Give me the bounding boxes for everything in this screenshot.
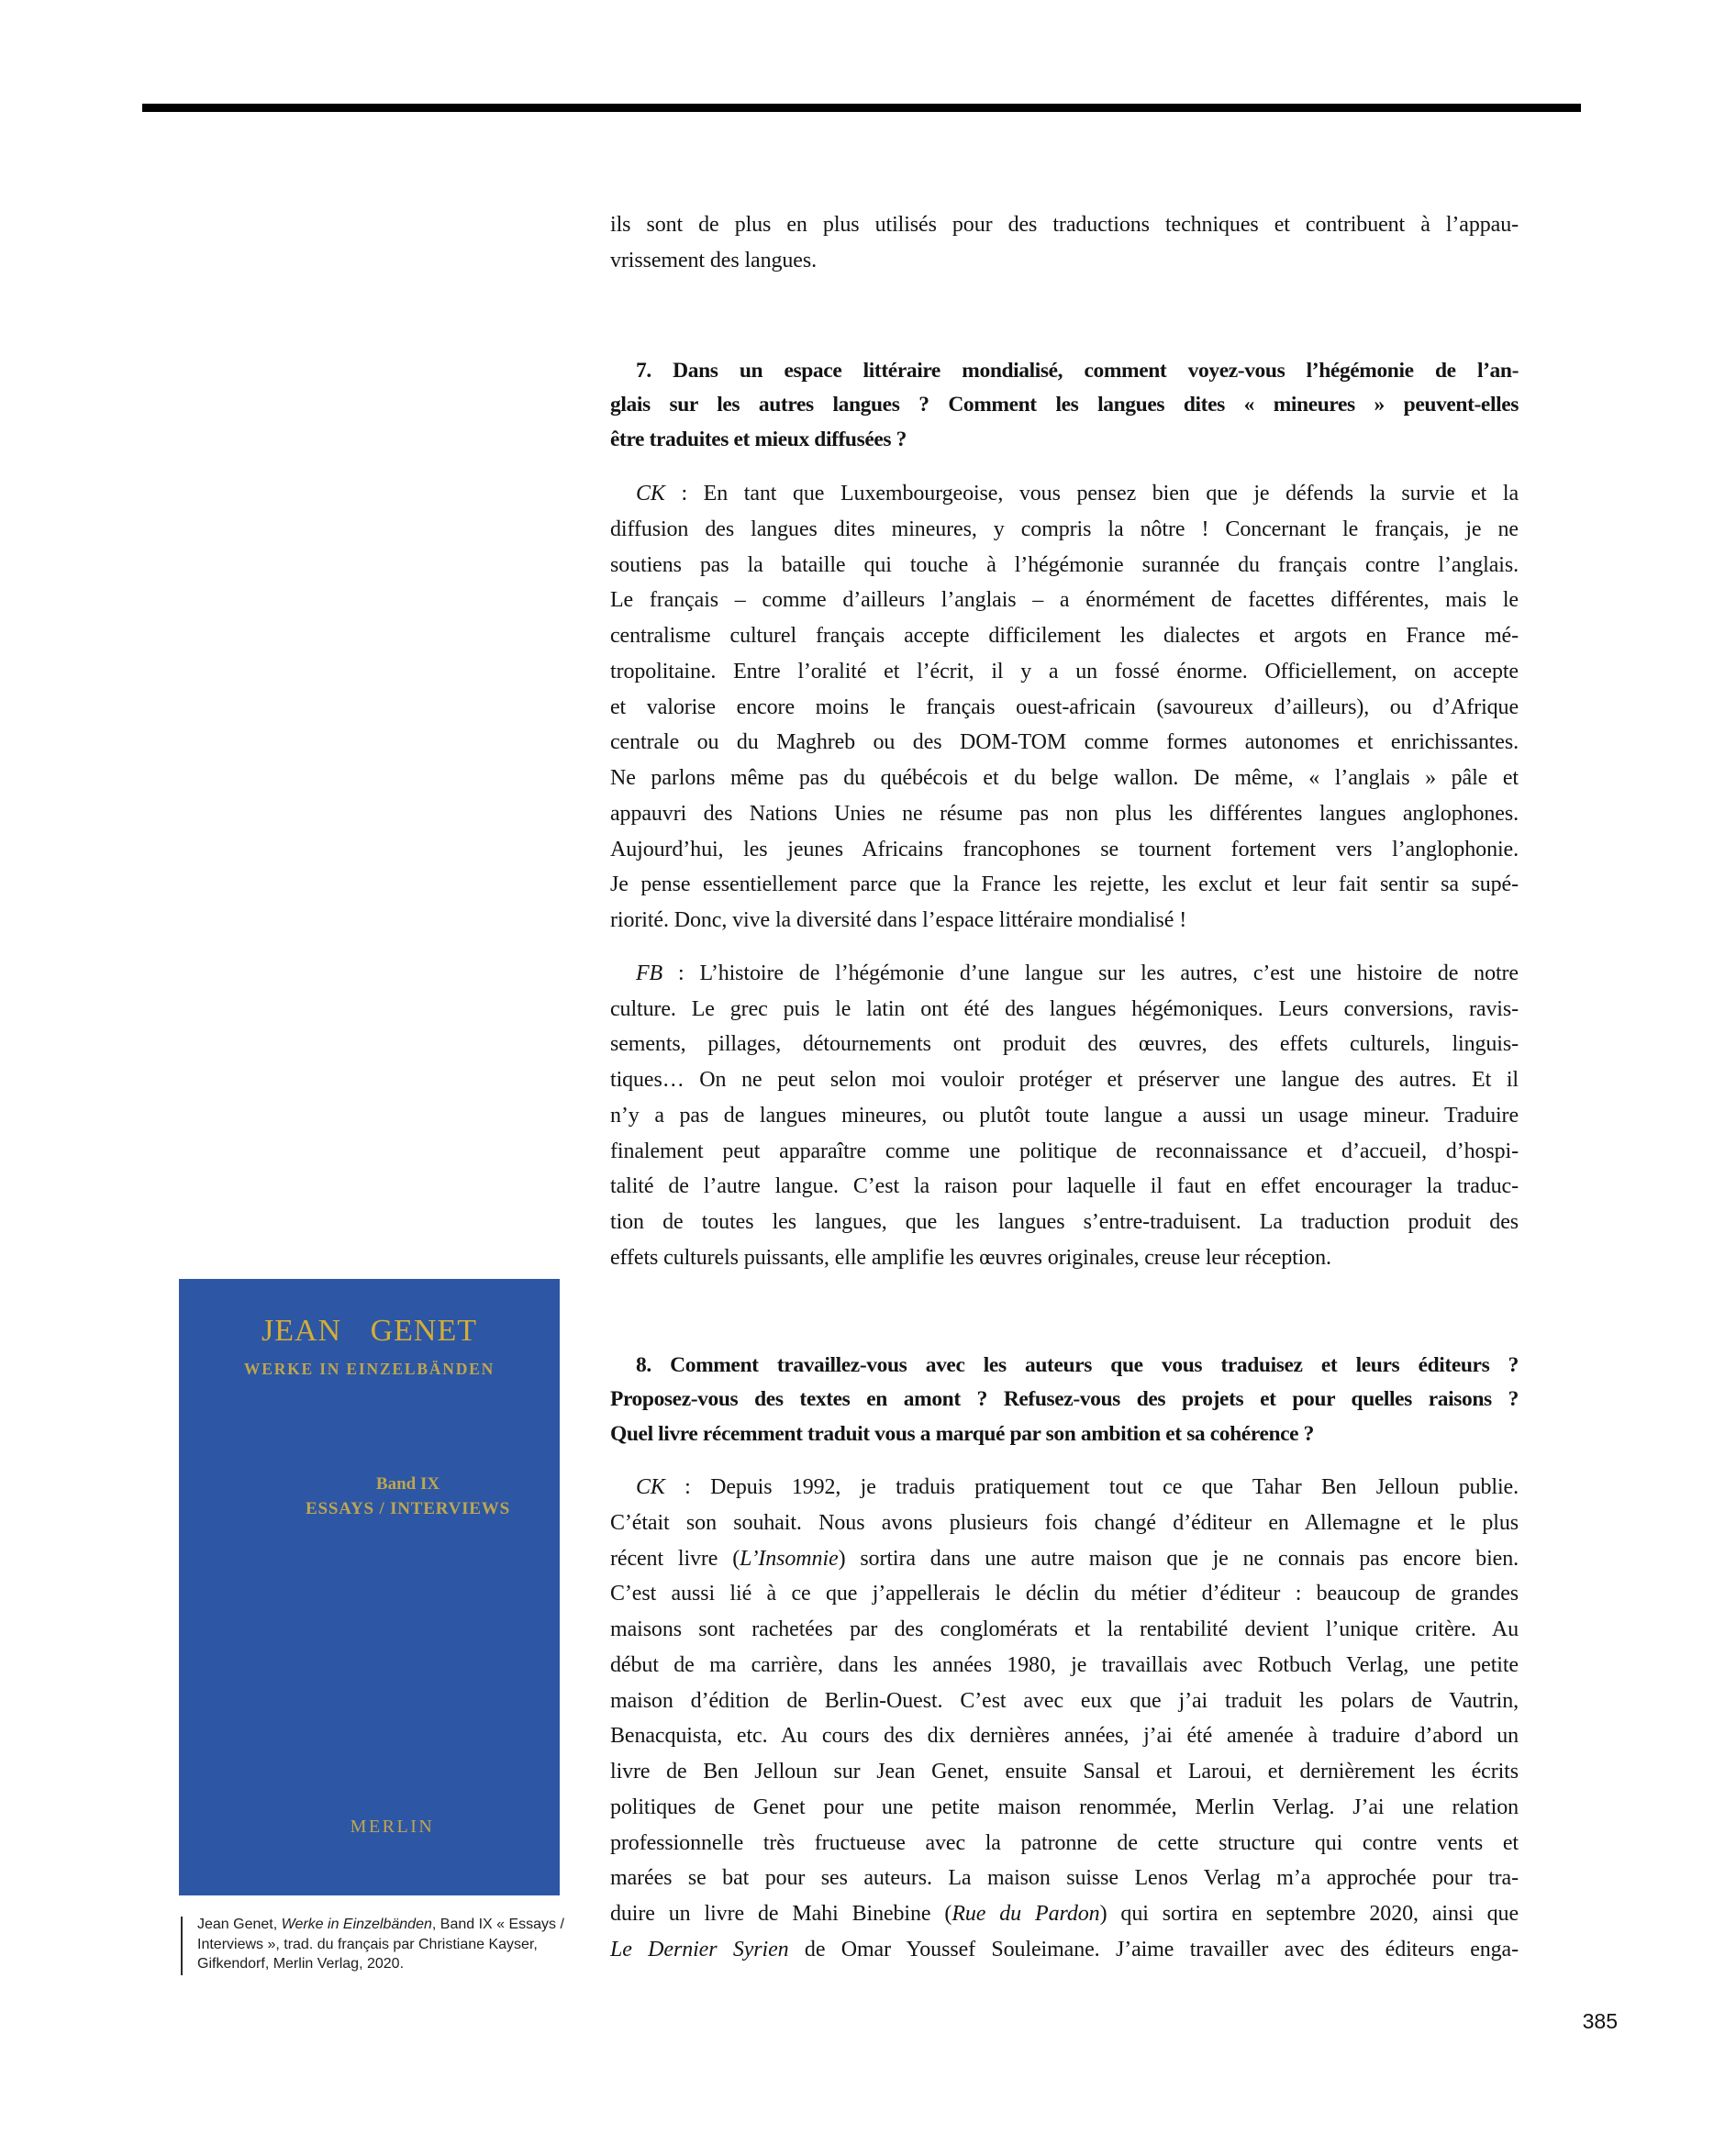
text-line: Quel livre récemment traduit vous a marqué par son ambition et sa cohérence ? (610, 1421, 1315, 1446)
text-line: Proposez-vous des textes en amont ? Refusez-vous des projets et pour quelles raisons ? (610, 1387, 1519, 1411)
page-number: 385 (1582, 2009, 1618, 2033)
text-line: Ne parlons même pas du québécois et du belge wallon. De même, « l’anglais » pâle et (610, 766, 1519, 790)
answer-ck-question-8 (610, 1470, 1519, 1968)
caption-line: Gifkendorf, Merlin Verlag, 2020. (197, 1956, 405, 1972)
text-line: maisons sont rachetées par des conglomérats et la rentabilité devient l’unique critère. Au (610, 1617, 1519, 1641)
text-line: tropolitaine. Entre l’oralité et l’écrit, il y a un fossé énorme. Officiellement, on accepte (610, 659, 1519, 683)
text-line: professionnelle très fructueuse avec la patronne de cette structure qui contre vents et (610, 1830, 1519, 1855)
text-line: 8. Comment travaillez-vous avec les auteurs que vous traduisez et leurs éditeurs ? (636, 1352, 1519, 1377)
answer-fb-question-7 (610, 956, 1519, 1276)
text-line: tion de toutes les langues, que les langues s’entre-traduisent. La traduction produit des (610, 1210, 1519, 1234)
text-line: appauvri des Nations Unies ne résume pas non plus les différentes langues anglophones. (610, 801, 1519, 826)
text-line: CK : Depuis 1992, je traduis pratiquement tout ce que Tahar Ben Jelloun publie. (636, 1475, 1519, 1499)
cover-subtitle: ESSAYS / INTERVIEWS (306, 1499, 510, 1518)
book-cover-image (179, 1279, 560, 1895)
text-column (610, 207, 1519, 1968)
cover-volume-label: Band IX (375, 1474, 440, 1494)
text-line: riorité. Donc, vive la diversité dans l’espace littéraire mondialisé ! (610, 908, 1187, 932)
question-8 (610, 1349, 1519, 1452)
text-line: Aujourd’hui, les jeunes Africains francophones se tournent fortement vers l’anglophonie. (610, 837, 1519, 861)
caption-rule (181, 1917, 183, 1975)
cover-series-title: WERKE IN EINZELBÄNDEN (243, 1360, 495, 1378)
text-line: C’est aussi lié à ce que j’appellerais le déclin du métier d’éditeur : beaucoup de grandes (610, 1582, 1519, 1606)
text-line: ils sont de plus en plus utilisés pour des traductions techniques et contribuent à l’appau- (610, 213, 1519, 237)
text-line: C’était son souhait. Nous avons plusieurs fois changé d’éditeur en Allemagne et le plus (610, 1510, 1519, 1535)
caption-line: Interviews », trad. du français par Christiane Kayser, (197, 1936, 538, 1952)
text-line: duire un livre de Mahi Binebine (Rue du Pardon) qui sortira en septembre 2020, ainsi que (610, 1902, 1519, 1926)
text-line: centrale ou du Maghreb ou des DOM-TOM comme formes autonomes et enrichissantes. (610, 730, 1519, 755)
text-line: culture. Le grec puis le latin ont été des langues hégémoniques. Leurs conversions, ravis- (610, 996, 1519, 1021)
text-line: talité de l’autre langue. C’est la raison pour laquelle il faut en effet encourager la traduc- (610, 1174, 1519, 1199)
text-line: FB : L’histoire de l’hégémonie d’une langue sur les autres, c’est une histoire de notre (636, 961, 1519, 985)
text-line: marées se bat pour ses auteurs. La maison suisse Lenos Verlag m’a approchée pour tra- (610, 1866, 1519, 1891)
text-line: début de ma carrière, dans les années 1980, je travaillais avec Rotbuch Verlag, une petite (610, 1652, 1519, 1677)
text-line: récent livre (L’Insomnie) sortira dans une autre maison que je ne connais pas encore bien. (610, 1546, 1519, 1571)
caption-line: Jean Genet, Werke in Einzelbänden, Band IX « Essays / (197, 1917, 564, 1932)
text-line: soutiens pas la bataille qui touche à l’hégémonie surannée du français contre l’anglais. (610, 552, 1519, 577)
text-line: n’y a pas de langues mineures, ou plutôt toute langue a aussi un usage mineur. Traduire (610, 1103, 1519, 1128)
question-7 (610, 354, 1519, 458)
text-line: effets culturels puissants, elle amplifie les œuvres originales, creuse leur réception. (610, 1245, 1331, 1270)
text-line: tiques… On ne peut selon moi vouloir protéger et préserver une langue des autres. Et il (610, 1068, 1519, 1092)
text-line: Je pense essentiellement parce que la France les rejette, les exclut et leur fait sentir sa supé- (610, 872, 1519, 897)
text-line: CK : En tant que Luxembourgeoise, vous pensez bien que je défends la survie et la (636, 482, 1519, 506)
text-line: centralisme culturel français accepte difficilement les dialectes et argots en France mé- (610, 624, 1519, 648)
header-rule (142, 104, 1581, 112)
text-line: 7. Dans un espace littéraire mondialisé, comment voyez-vous l’hégémonie de l’an- (636, 358, 1519, 383)
text-line: et valorise encore moins le français ouest-africain (savoureux d’ailleurs), ou d’Afrique (610, 695, 1519, 719)
text-line: finalement peut apparaître comme une politique de reconnaissance et d’accueil, d’hospi- (610, 1139, 1519, 1163)
text-line: sements, pillages, détournements ont produit des œuvres, des effets culturels, linguis- (610, 1032, 1519, 1057)
text-line: vrissement des langues. (610, 248, 817, 272)
text-line: diffusion des langues dites mineures, y compris la nôtre ! Concernant le français, je ne (610, 517, 1519, 541)
text-line: livre de Ben Jelloun sur Jean Genet, ensuite Sansal et Laroui, et dernièrement les écrits (610, 1760, 1519, 1784)
paragraph-continuation (610, 207, 1519, 279)
text-line: glais sur les autres langues ? Comment les langues dites « mineures » peuvent-elles (610, 393, 1519, 417)
text-line: Le français – comme d’ailleurs l’anglais – a énormément de facettes différentes, mais le (610, 588, 1519, 613)
cover-author-title: JEAN GENET (261, 1314, 478, 1348)
text-line: être traduites et mieux diffusées ? (610, 427, 907, 451)
text-line: politiques de Genet pour une petite maison renommée, Merlin Verlag. J’ai une relation (610, 1795, 1519, 1819)
text-line: Le Dernier Syrien de Omar Youssef Souleimane. J’aime travailler avec des éditeurs enga- (610, 1937, 1519, 1962)
answer-ck-question-7 (610, 476, 1519, 939)
cover-publisher-label: MERLIN (350, 1817, 435, 1837)
text-line: Benacquista, etc. Au cours des dix dernières années, j’ai été amenée à traduire d’abord un (610, 1724, 1519, 1749)
figure-caption (197, 1915, 583, 1974)
text-line: maison d’édition de Berlin-Ouest. C’est avec eux que j’ai traduit les polars de Vautrin, (610, 1688, 1519, 1713)
